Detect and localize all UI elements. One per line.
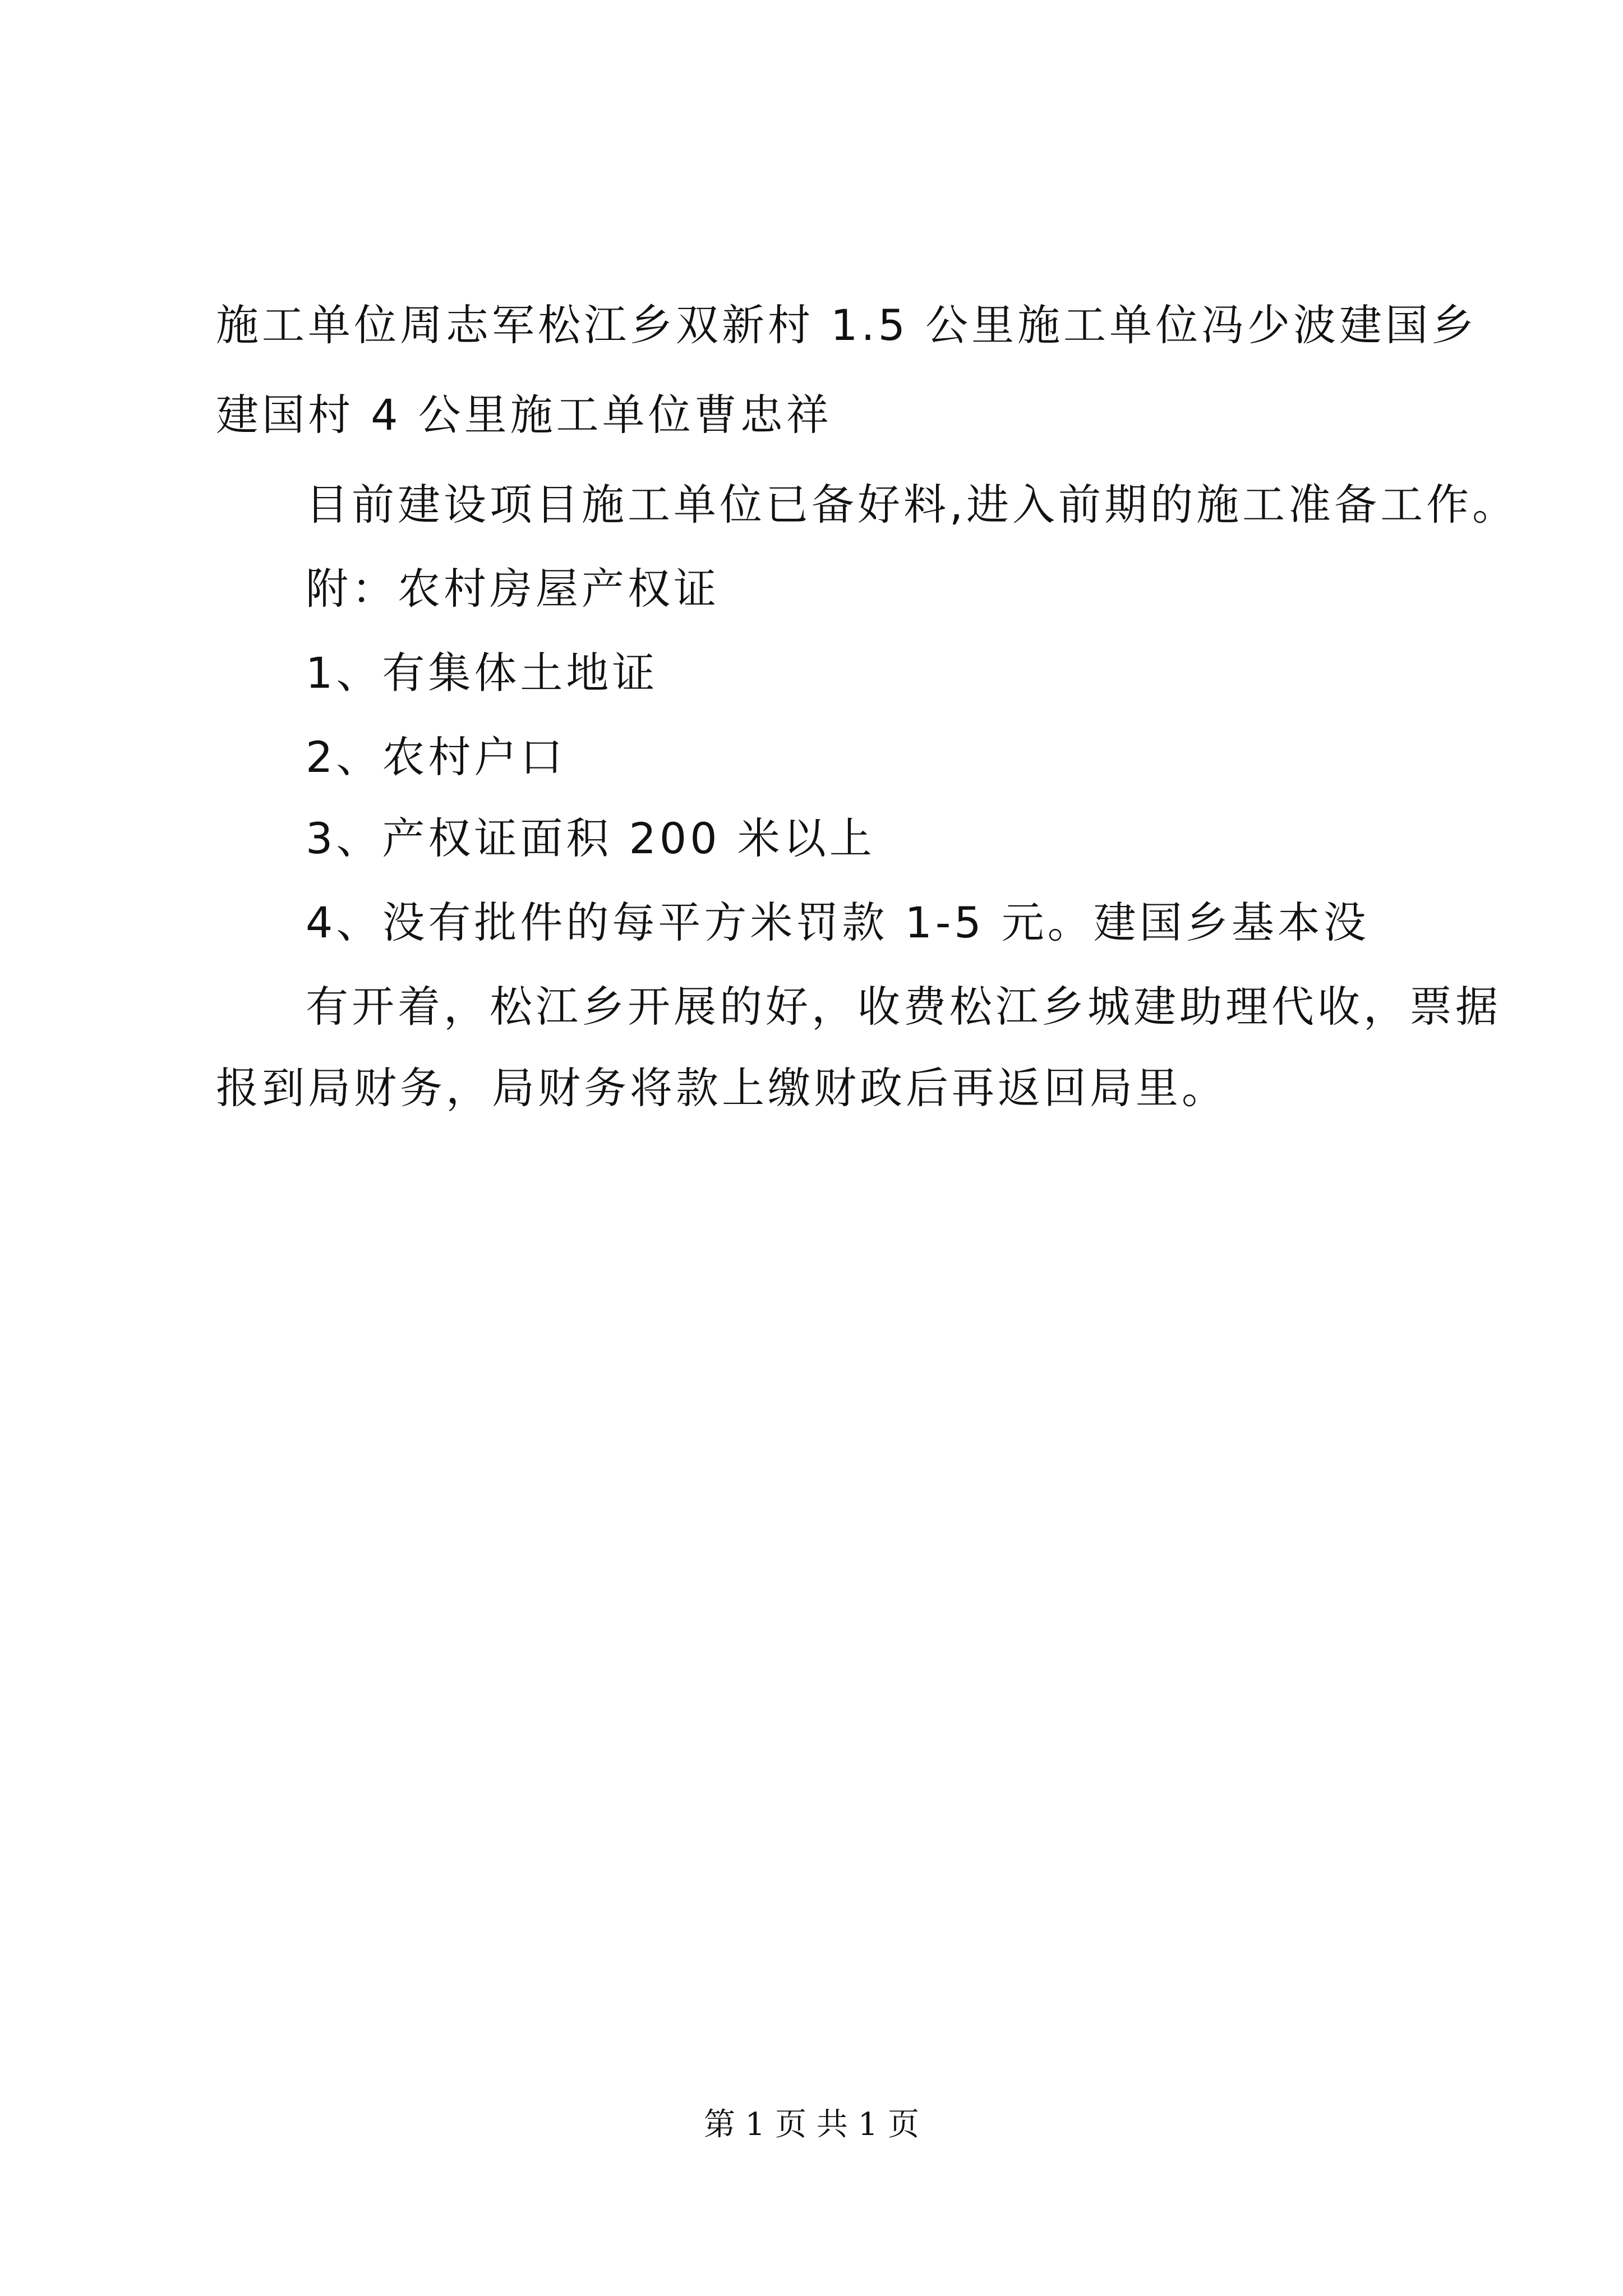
list-item-3: 3、产权证面积 200 米以上 xyxy=(306,813,875,863)
text-line-10: 报到局财务，局财务将款上缴财政后再返回局里。 xyxy=(216,1063,1228,1113)
list-item-4: 4、没有批件的每平方米罚款 1-5 元。建国乡基本没 xyxy=(306,898,1370,947)
text-line-1: 施工单位周志军松江乡双新村 1.5 公里施工单位冯少波建国乡 xyxy=(216,300,1478,350)
text-line-3: 目前建设项目施工单位已备好料,进入前期的施工准备工作。 xyxy=(306,480,1519,530)
text-line-9: 有开着，松江乡开展的好，收费松江乡城建助理代收，票据 xyxy=(306,982,1501,1032)
text-line-2: 建国村 4 公里施工单位曹忠祥 xyxy=(216,390,832,440)
text-line-4: 附：农村房屋产权证 xyxy=(306,564,720,614)
page-number-footer: 第 1 页 共 1 页 xyxy=(703,2106,920,2143)
list-item-2: 2、农村户口 xyxy=(306,732,566,782)
list-item-1: 1、有集体土地证 xyxy=(306,648,658,698)
